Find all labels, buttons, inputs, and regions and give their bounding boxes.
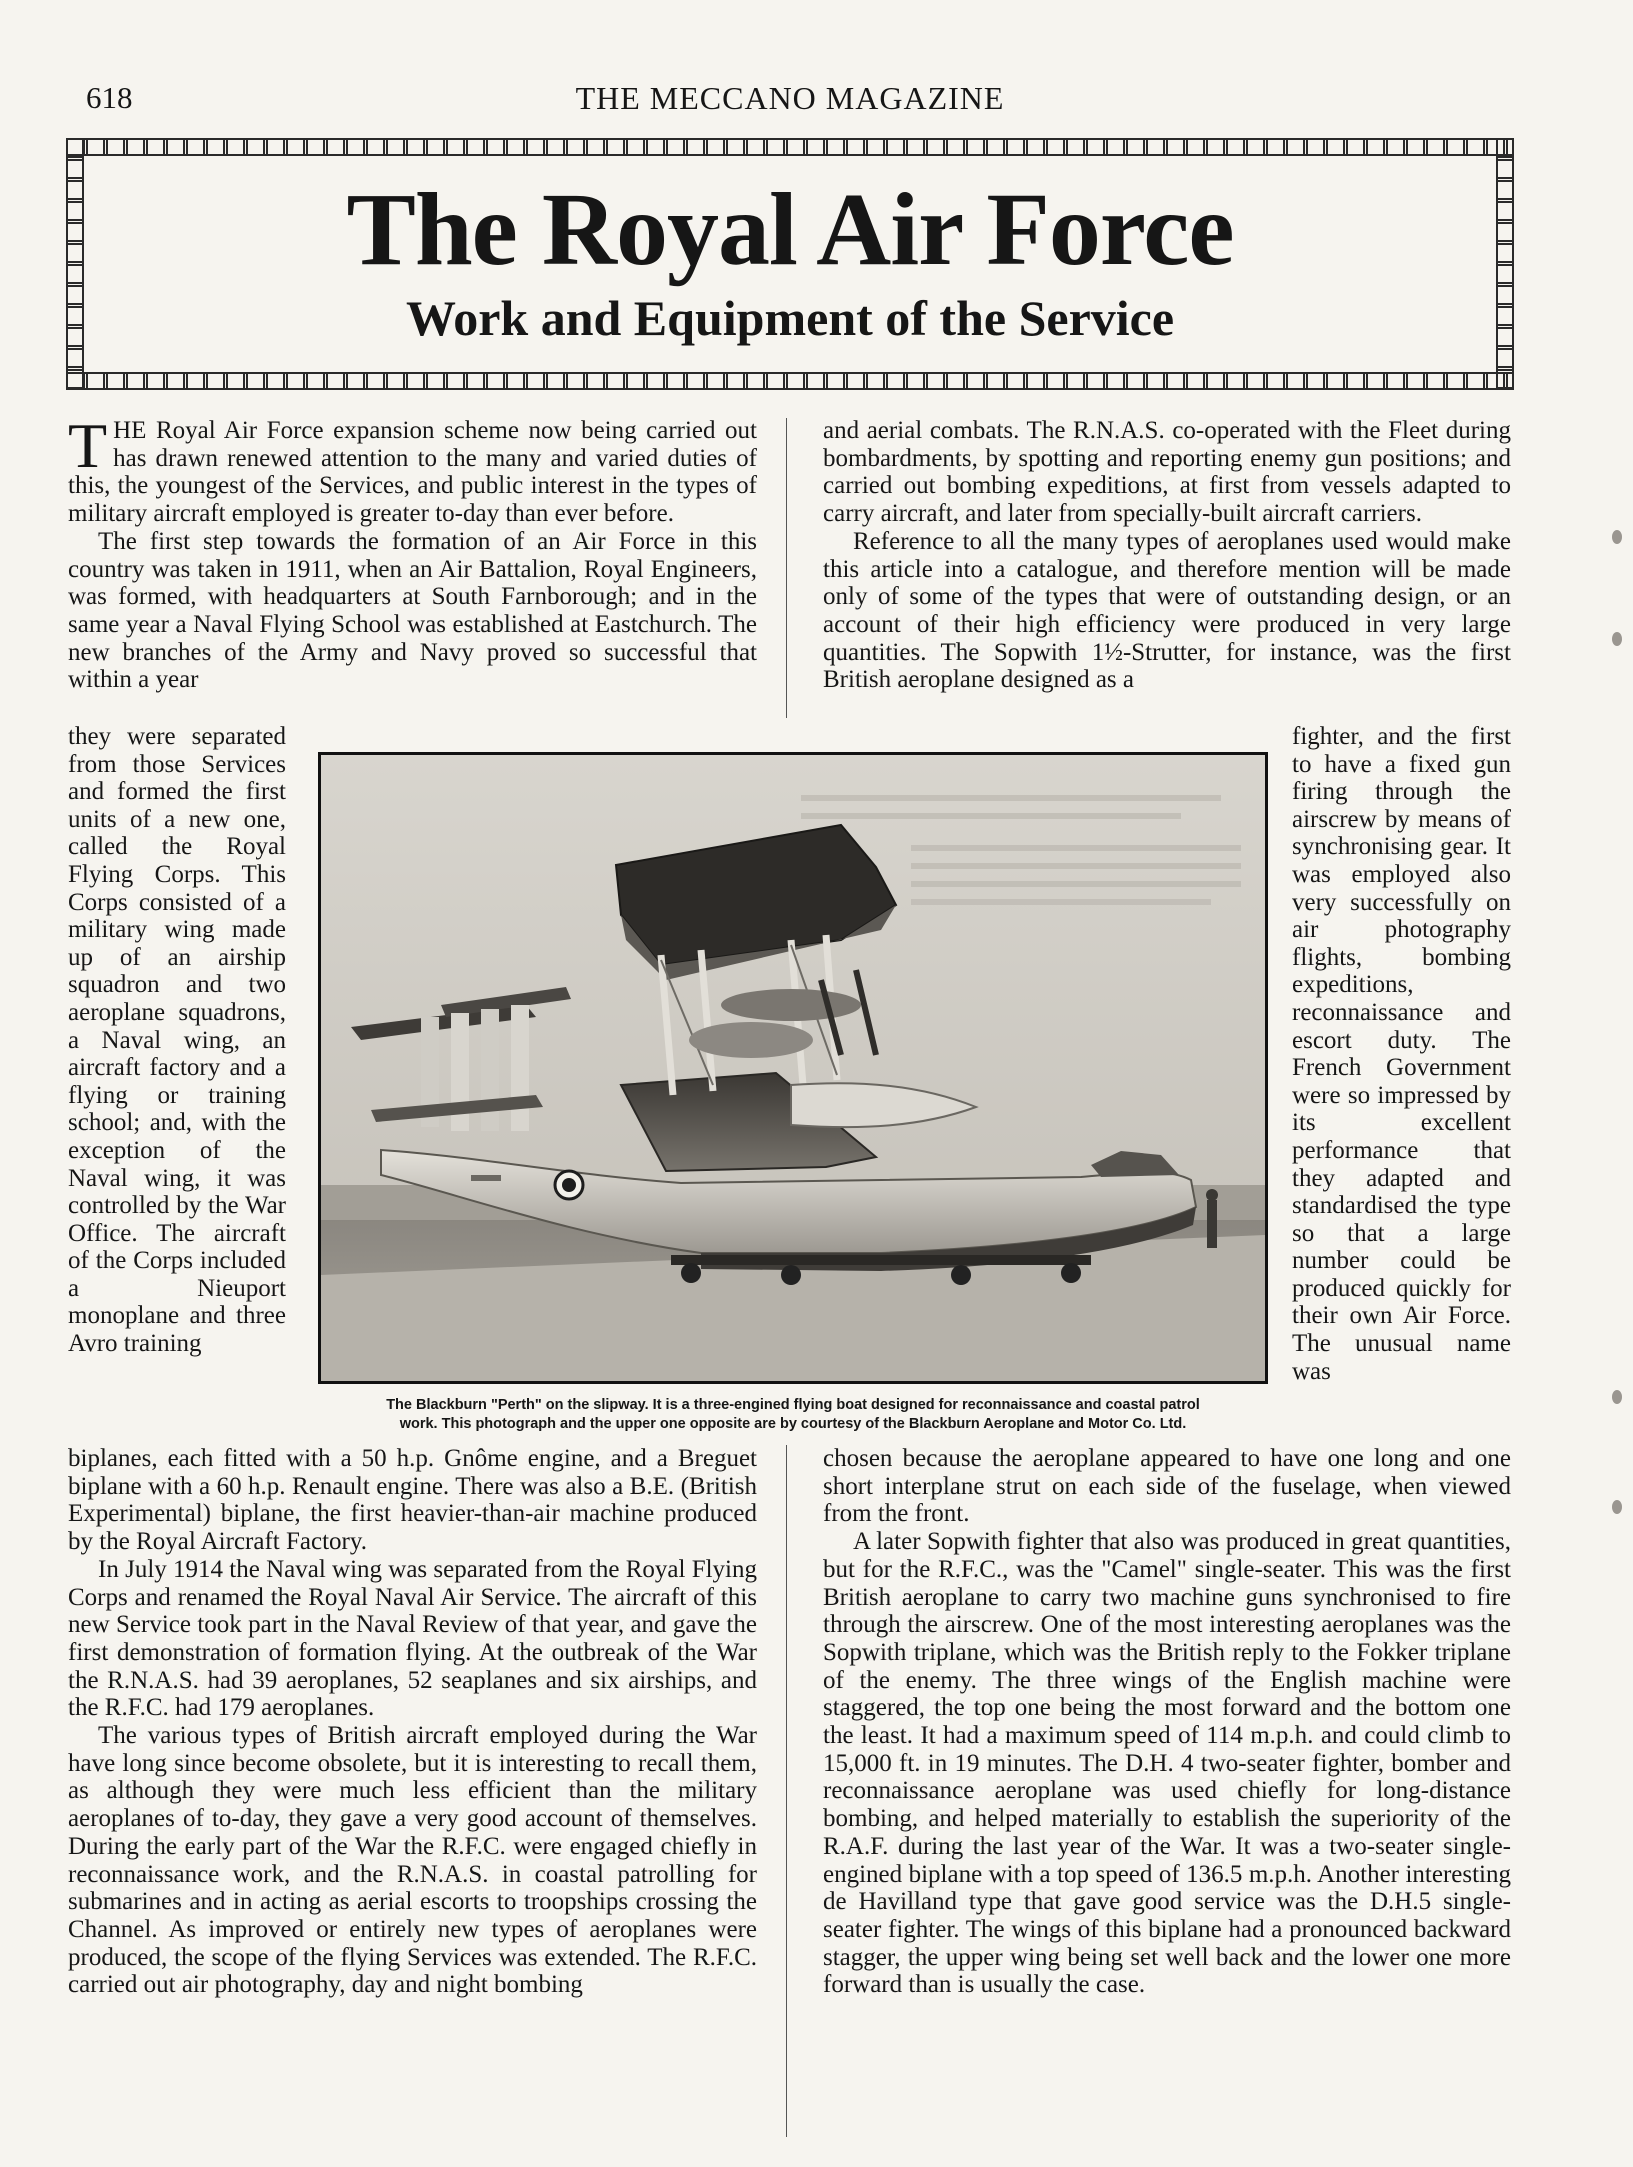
- left-column-bottom: [68, 1445, 757, 1999]
- left-column-narrow: [68, 723, 286, 1358]
- paragraph: The various types of British aircraft employed during the War have long since become obsolete, but it is interesting to recall them, as although they were much less efficient than the military aeroplanes of to-day, they gave a very good account of themselves. During the early part of the War the R.F.C. were engaged chiefly in reconnaissance work, and the R.N.A.S. in coastal patrolling for submarines and in acting as aerial escorts to troopships crossing the Channel. As improved or entirely new types of aeroplanes were produced, the scope of the flying Services was extended. The R.F.C. carried out air photography, day and night bombing: [68, 1722, 757, 1999]
- title-border-bottom: [66, 372, 1514, 390]
- aircraft-photograph: [318, 752, 1268, 1384]
- caption-line: work. This photograph and the upper one opposite are by courtesy of the Blackburn Aeroplane and Motor Co. Ltd.: [399, 1416, 1187, 1432]
- title-box: [66, 138, 1514, 390]
- article-title: The Royal Air Force: [346, 172, 1234, 287]
- figure-caption: [318, 1396, 1268, 1434]
- running-head: THE MECCANO MAGAZINE: [575, 80, 1005, 116]
- drop-cap: T: [68, 410, 108, 481]
- paragraph: A later Sopwith fighter that also was produced in great quantities, but for the R.F.C., was the "Camel" single-seater. This was the first British aeroplane to carry two machine guns synchronised to fire through the airscrew. One of the most interesting aeroplanes was the Sopwith triplane, which was the British reply to the Fokker triplane of the enemy. The three wings of the English machine were staggered, the top one being the most forward and the bottom one the least. It had a maximum speed of 114 m.p.h. and could climb to 15,000 ft. in 19 minutes. The D.H. 4 two-seater fighter, bomber and reconnaissance aeroplane was used chiefly for long-distance bombing, and helped materially to establish the superiority of the R.A.F. during the last year of the War. It was a two-seater single-engined biplane with a top speed of 136.5 m.p.h. Another interesting de Havilland type that gave good service was the D.H.5 single-seater fighter. The wings of this biplane had a pronounced backward stagger, the upper wing being set well back and the lower one more forward than is usually the case.: [823, 1528, 1511, 1999]
- paragraph: they were separated from those Services and formed the first units of a new one, called the Royal Flying Corps. This Corps consisted of a military wing made up of an airship squadron and two aeroplane squadrons, a Naval wing, an aircraft factory and a flying or training school; and, with the exception of the Naval wing, it was controlled by the War Office. The aircraft of the Corps included a Nieuport monoplane and three Avro training: [68, 723, 286, 1358]
- paragraph: biplanes, each fitted with a 50 h.p. Gnôme engine, and a Breguet biplane with a 60 h.p. Renault engine. There was also a B.E. (British Experimental) biplane, the first heavier-than-air machine produced by the Royal Aircraft Factory.: [68, 1445, 757, 1556]
- caption-line: The Blackburn "Perth" on the slipway. It is a three-engined flying boat designed for reconnaissance and coastal patrol: [386, 1397, 1200, 1413]
- binding-hole-mark: [1612, 1500, 1622, 1514]
- paragraph: and aerial combats. The R.N.A.S. co-operated with the Fleet during bombardments, by spotting and reporting enemy gun positions; and carried out bombing expeditions, at first from vessels adapted to carry aircraft, and later from specially-built aircraft carriers.: [823, 417, 1511, 528]
- right-column-top: [823, 417, 1511, 694]
- paragraph: In July 1914 the Naval wing was separated from the Royal Flying Corps and renamed the Royal Naval Air Service. The aircraft of this new Service took part in the Naval Review of that year, and gave the first demonstration of formation flying. At the outbreak of the War the R.N.A.S. had 39 aeroplanes, 52 seaplanes and six airships, and the R.F.C. had 179 aeroplanes.: [68, 1555, 757, 1722]
- paragraph-intro: THE Royal Air Force expansion scheme now being carried out has drawn renewed attention to the many and varied duties of this, the youngest of the Services, and public interest in the types of military aircraft employed is greater to-day than ever before.: [68, 410, 757, 528]
- right-column-narrow: [1292, 723, 1511, 1385]
- paragraph: fighter, and the first to have a fixed gun firing through the airscrew by means of synchronising gear. It was employed also very successfully on air photography flights, bombing expeditions, reconnaissance and escort duty. The French Government were so impressed by its excellent performance that they adapted and standardised the type so that a large number could be produced quickly for their own Air Force. The unusual name was: [1292, 723, 1511, 1385]
- flying-boat-illustration: [321, 755, 1265, 1381]
- binding-hole-mark: [1612, 632, 1622, 646]
- binding-hole-mark: [1612, 1390, 1622, 1404]
- page-number: 618: [86, 80, 133, 115]
- column-rule-bottom: [786, 1445, 787, 2137]
- paragraph: The first step towards the formation of an Air Force in this country was taken in 1911, when an Air Battalion, Royal Engineers, was formed, with headquarters at South Farnborough; and in the same year a Naval Flying School was established at Eastchurch. The new branches of the Army and Navy proved so successful that within a year: [68, 527, 757, 694]
- right-column-bottom: [823, 1445, 1511, 1999]
- article-subtitle: Work and Equipment of the Service: [405, 290, 1175, 346]
- column-rule-top: [786, 418, 787, 718]
- title-border-top: [66, 138, 1514, 156]
- binding-hole-mark: [1612, 530, 1622, 544]
- paragraph: Reference to all the many types of aeroplanes used would make this article into a catalogue, and therefore mention will be made only of some of the types that were of outstanding design, or an account of their high efficiency were produced in very large quantities. The Sopwith 1½-Strutter, for instance, was the first British aeroplane designed as a: [823, 527, 1511, 694]
- left-column-top: [68, 410, 757, 694]
- paragraph: chosen because the aeroplane appeared to have one long and one short interplane strut on each side of the fuselage, when viewed from the front.: [823, 1445, 1511, 1528]
